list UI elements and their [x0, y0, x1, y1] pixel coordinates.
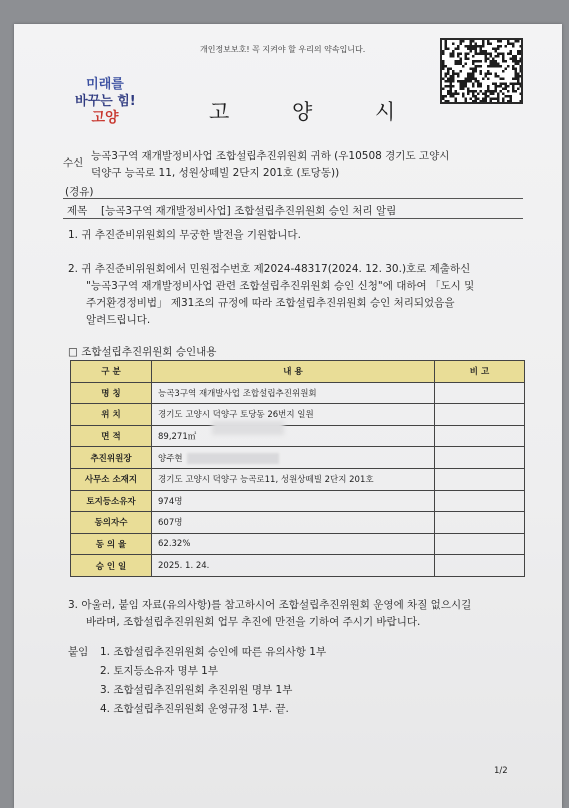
- row-label: 명 칭: [71, 382, 152, 404]
- row-value: 607명: [152, 512, 435, 534]
- attachment-item: 4. 조합설립추진위원회 운영규정 1부. 끝.: [100, 703, 289, 715]
- row-label: 추진위원장: [71, 447, 152, 469]
- qr-code: [440, 38, 523, 104]
- attachments-label: 붙임: [68, 646, 89, 658]
- paragraph-1: 1. 귀 추진준비위원회의 무궁한 발전을 기원합니다.: [68, 229, 301, 241]
- redacted-area: [187, 453, 279, 464]
- row-value: 경기도 고양시 덕양구 토당동 26번지 일원: [152, 404, 435, 426]
- row-label: 동 의 율: [71, 533, 152, 555]
- table-header-row: [71, 361, 525, 383]
- paragraph-2-line-1: 2. 귀 추진준비위원회에서 민원접수번호 제2024-48317(2024. 12. 30.)호로 제출하신: [68, 263, 471, 275]
- table-row: [71, 382, 525, 404]
- header-category: 구 분: [71, 361, 152, 383]
- table-row: [71, 490, 525, 512]
- row-value: 89,271㎡: [152, 425, 435, 447]
- issuing-office: 고 양 시: [209, 100, 424, 124]
- paragraph-2-line-3: 주거환경정비법」 제31조의 규정에 따라 조합설립추진위원회 승인 처리되었음을: [86, 297, 455, 309]
- table-row: [71, 555, 525, 577]
- row-label: 위 치: [71, 404, 152, 426]
- table-row: [71, 447, 525, 469]
- qr-code-pattern: [442, 40, 521, 102]
- row-remark: [435, 468, 525, 490]
- row-label: 동의자수: [71, 512, 152, 534]
- subject-text: [능곡3구역 재개발정비사업] 조합설립추진위원회 승인 처리 알림: [101, 205, 397, 217]
- table-row: [71, 468, 525, 490]
- attachment-item: 3. 조합설립추진위원회 추진위원 명부 1부: [100, 684, 293, 696]
- page-number: 1/2: [494, 766, 508, 776]
- logo-line-1: 미래를: [86, 77, 124, 92]
- row-remark: [435, 425, 525, 447]
- redacted-blur: [212, 421, 284, 435]
- subject-top-rule: [63, 198, 523, 199]
- table-row: [71, 512, 525, 534]
- privacy-notice: 개인정보보호! 꼭 지켜야 할 우리의 약속입니다.: [200, 45, 366, 54]
- row-value: [152, 447, 435, 469]
- chairperson-name: 양주현: [158, 453, 183, 464]
- subject-label: 제목: [67, 205, 88, 217]
- row-value: 974명: [152, 490, 435, 512]
- paragraph-3-line-2: 바라며, 조합설립추진위원회 업무 추진에 만전을 기하여 주시기 바랍니다.: [86, 616, 421, 628]
- row-remark: [435, 533, 525, 555]
- table-row: [71, 425, 525, 447]
- row-label: 면 적: [71, 425, 152, 447]
- attachment-item: 1. 조합설립추진위원회 승인에 따른 유의사항 1부: [100, 646, 327, 658]
- paragraph-3-line-1: 3. 아울러, 붙임 자료(유의사항)를 참고하시어 조합설립추진위원회 운영에 차질 없으시길: [68, 599, 472, 611]
- row-remark: [435, 512, 525, 534]
- row-remark: [435, 555, 525, 577]
- row-value: 경기도 고양시 덕양구 능곡로11, 성원상떼빌 2단지 201호: [152, 468, 435, 490]
- row-remark: [435, 382, 525, 404]
- approval-table: [70, 360, 525, 577]
- approval-section-title: □ 조합설립추진위원회 승인내용: [68, 346, 217, 358]
- row-value: 2025. 1. 24.: [152, 555, 435, 577]
- row-label: 승 인 일: [71, 555, 152, 577]
- logo-line-2: 바꾸는 힘!: [75, 94, 136, 109]
- row-value: 능곡3구역 재개발사업 조합설립추진위원회: [152, 382, 435, 404]
- paragraph-2-line-2: "능곡3구역 재개발정비사업 관련 조합설립추진위원회 승인 신청"에 대하여 「도시 및: [86, 280, 475, 292]
- header-content: 내 용: [152, 361, 435, 383]
- row-remark: [435, 490, 525, 512]
- recipient-line-2: 덕양구 능곡로 11, 성원상떼빌 2단지 201호 (토당동)): [91, 167, 340, 179]
- table-row: [71, 533, 525, 555]
- city-logo: [75, 76, 135, 127]
- logo-line-3: 고양: [91, 110, 119, 126]
- subject-bottom-rule: [63, 218, 523, 219]
- table-row: [71, 404, 525, 426]
- row-remark: [435, 404, 525, 426]
- header-remarks: 비 고: [435, 361, 525, 383]
- attachment-item: 2. 토지등소유자 명부 1부: [100, 665, 218, 677]
- recipient-line-1: 능곡3구역 재개발정비사업 조합설립추진위원회 귀하 (우10508 경기도 고양시: [91, 150, 450, 162]
- row-value: 62.32%: [152, 533, 435, 555]
- via-label: (경유): [65, 186, 94, 198]
- row-label: 토지등소유자: [71, 490, 152, 512]
- recipient-label: 수신: [63, 157, 84, 169]
- row-remark: [435, 447, 525, 469]
- paragraph-2-line-4: 알려드립니다.: [86, 314, 151, 326]
- row-label: 사무소 소재지: [71, 468, 152, 490]
